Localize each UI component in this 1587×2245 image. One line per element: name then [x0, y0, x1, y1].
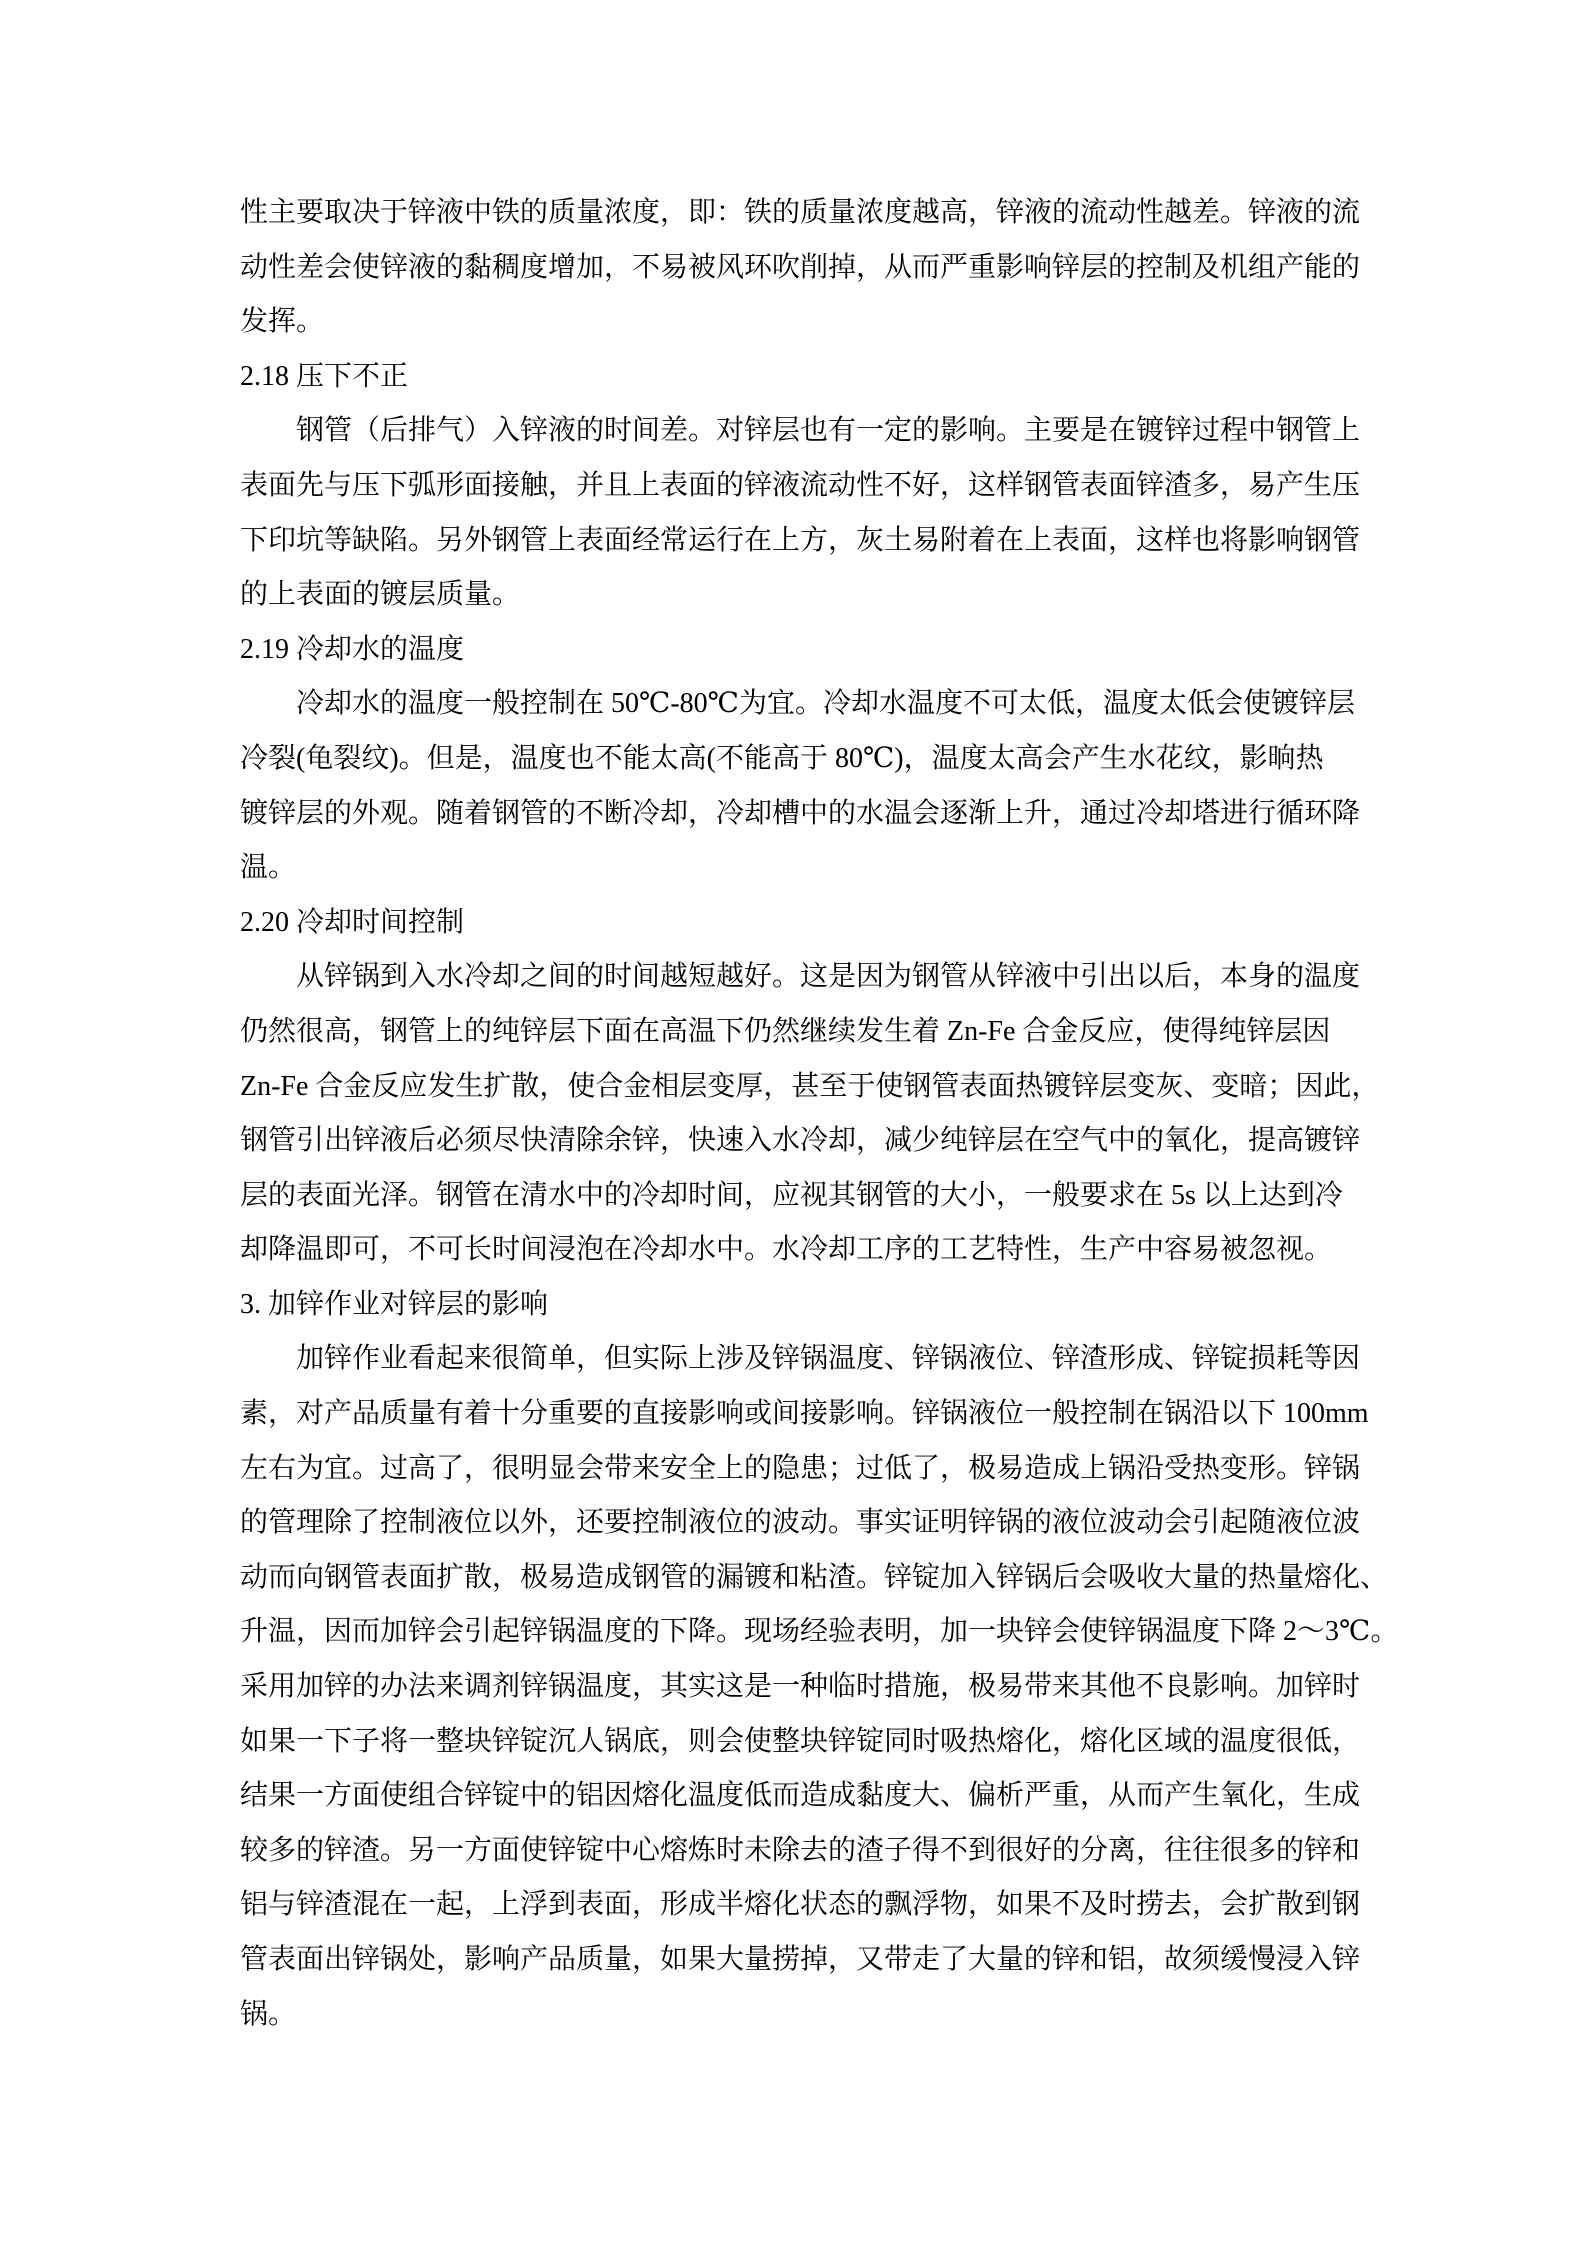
- text-line: 采用加锌的办法来调剂锌锅温度，其实这是一种临时措施，极易带来其他不良影响。加锌时: [240, 1671, 1361, 1703]
- text-line: 动而向钢管表面扩散，极易造成钢管的漏镀和粘渣。锌锭加入锌锅后会吸收大量的热量熔化、: [240, 1561, 1389, 1593]
- text-line: 表面先与压下弧形面接触，并且上表面的锌液流动性不好，这样钢管表面锌渣多，易产生压: [240, 469, 1361, 501]
- text-line: 的管理除了控制液位以外，还要控制液位的波动。事实证明锌锅的液位波动会引起随液位波: [240, 1507, 1361, 1539]
- text-line: 钢管引出锌液后必须尽快清除余锌，快速入水冷却，减少纯锌层在空气中的氧化，提高镀锌: [240, 1125, 1361, 1157]
- section-heading: 3. 加锌作业对锌层的影响: [240, 1288, 549, 1320]
- text-line: 如果一下子将一整块锌锭沉人锅底，则会使整块锌锭同时吸热熔化，熔化区域的温度很低，: [240, 1725, 1361, 1757]
- text-line: 左右为宜。过高了，很明显会带来安全上的隐患；过低了，极易造成上锅沿受热变形。锌锅: [240, 1452, 1361, 1484]
- text-line: 加锌作业看起来很简单，但实际上涉及锌锅温度、锌锅液位、锌渣形成、锌锭损耗等因: [296, 1343, 1361, 1375]
- text-line: 层的表面光泽。钢管在清水中的冷却时间，应视其钢管的大小，一般要求在 5s 以上达到冷: [240, 1179, 1343, 1211]
- text-line: 的上表面的镀层质量。: [240, 579, 521, 611]
- text-line: 仍然很高，钢管上的纯锌层下面在高温下仍然继续发生着 Zn-Fe 合金反应，使得纯锌层因: [240, 1015, 1331, 1047]
- text-line: 管表面出锌锅处，影响产品质量，如果大量捞掉，又带走了大量的锌和铝，故须缓慢浸入锌: [240, 1944, 1361, 1975]
- text-line: 冷却水的温度一般控制在 50℃-80℃为宜。冷却水温度不可太低，温度太低会使镀锌层: [296, 688, 1355, 720]
- section-heading: 2.19 冷却水的温度: [240, 633, 465, 665]
- section-heading: 2.18 压下不正: [240, 360, 409, 392]
- text-line: 镀锌层的外观。随着钢管的不断冷却，冷却槽中的水温会逐渐上升，通过冷却塔进行循环降: [240, 797, 1361, 829]
- text-line: 动性差会使锌液的黏稠度增加，不易被风环吹削掉，从而严重影响锌层的控制及机组产能的: [240, 251, 1361, 283]
- section-heading: 2.20 冷却时间控制: [240, 906, 465, 938]
- text-line: 较多的锌渣。另一方面使锌锭中心熔炼时未除去的渣子得不到很好的分离，往往很多的锌和: [240, 1834, 1361, 1866]
- document-text-block: [240, 186, 1399, 2042]
- text-line: 升温，因而加锌会引起锌锅温度的下降。现场经验表明，加一块锌会使锌锅温度下降 2～3℃。: [240, 1616, 1399, 1648]
- text-line: 性主要取决于锌液中铁的质量浓度，即：铁的质量浓度越高，锌液的流动性越差。锌液的流: [240, 197, 1361, 228]
- text-line: 下印坑等缺陷。另外钢管上表面经常运行在上方，灰土易附着在上表面，这样也将影响钢管: [240, 524, 1361, 556]
- text-line: 发挥。: [240, 306, 325, 338]
- text-line: 锅。: [240, 1998, 297, 2030]
- text-line: 却降温即可，不可长时间浸泡在冷却水中。水冷却工序的工艺特性，生产中容易被忽视。: [240, 1234, 1333, 1266]
- text-line: 冷裂(龟裂纹)。但是，温度也不能太高(不能高于 80℃)，温度太高会产生水花纹，影晌热: [240, 742, 1324, 774]
- text-line: 铝与锌渣混在一起，上浮到表面，形成半熔化状态的飘浮物，如果不及时捞去，会扩散到钢: [240, 1889, 1361, 1921]
- text-line: 结果一方面使组合锌锭中的铝因熔化温度低而造成黏度大、偏析严重，从而产生氧化，生成: [240, 1780, 1361, 1812]
- text-line: 从锌锅到入水冷却之间的时间越短越好。这是因为钢管从锌液中引出以后，本身的温度: [296, 961, 1361, 993]
- text-line: 素，对产品质量有着十分重要的直接影响或间接影响。锌锅液位一般控制在锅沿以下 100mm: [240, 1398, 1369, 1430]
- text-line: 温。: [240, 852, 297, 884]
- text-line: 钢管（后排气）入锌液的时间差。对锌层也有一定的影响。主要是在镀锌过程中钢管上: [296, 415, 1361, 447]
- text-line: Zn-Fe 合金反应发生扩散，使合金相层变厚，甚至于使钢管表面热镀锌层变灰、变暗；因此，: [240, 1070, 1380, 1102]
